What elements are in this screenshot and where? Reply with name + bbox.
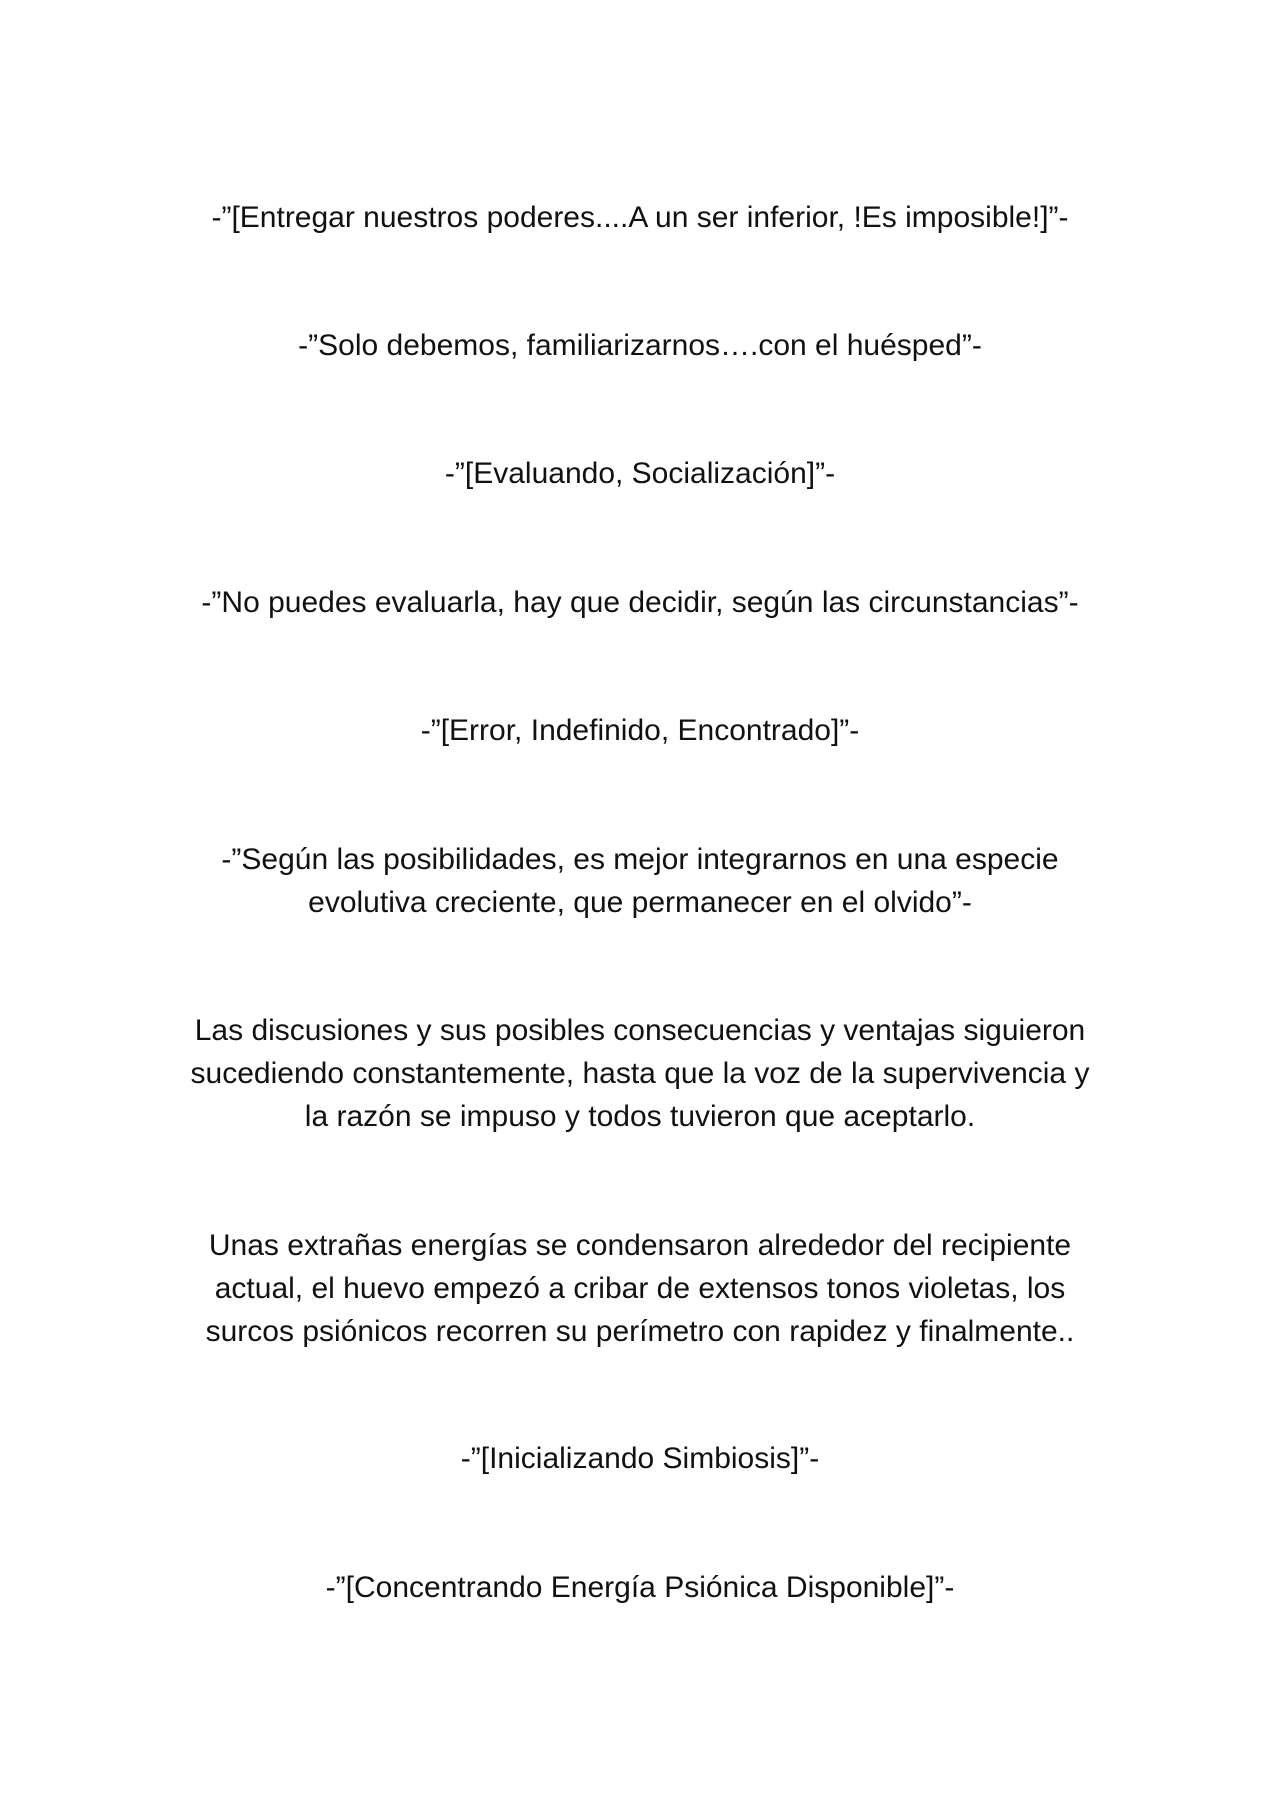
dialogue-line: -”[Inicializando Simbiosis]”-	[460, 1442, 820, 1475]
dialogue-line: -”Según las posibilidades, es mejor integrarnos en una especie evolutiva creciente, que permanecer en el olvido”-	[221, 843, 1059, 919]
narrative-paragraph: Las discusiones y sus posibles consecuencias y ventajas siguieron sucediendo constantemente, hasta que la voz de la supervivencia y la razón se impuso y todos tuvieron que aceptarlo.	[190, 1014, 1090, 1133]
dialogue-line: -”[Evaluando, Socialización]”-	[444, 457, 836, 490]
narrative-paragraph: Unas extrañas energías se condensaron alrededor del recipiente actual, el huevo empezó a cribar de extensos tonos violetas, los surcos psiónicos recorren su perímetro con rapidez y finalmente..	[205, 1229, 1075, 1348]
dialogue-line: -”[Error, Indefinido, Encontrado]”-	[420, 714, 860, 747]
dialogue-line: -”No puedes evaluarla, hay que decidir, según las circunstancias”-	[201, 586, 1079, 619]
dialogue-line: -”[Concentrando Energía Psiónica Disponible]”-	[325, 1571, 955, 1604]
dialogue-line: -”[Entregar nuestros poderes....A un ser inferior, !Es imposible!]”-	[211, 201, 1069, 234]
dialogue-line: -”Solo debemos, familiarizarnos….con el huésped”-	[298, 329, 982, 362]
